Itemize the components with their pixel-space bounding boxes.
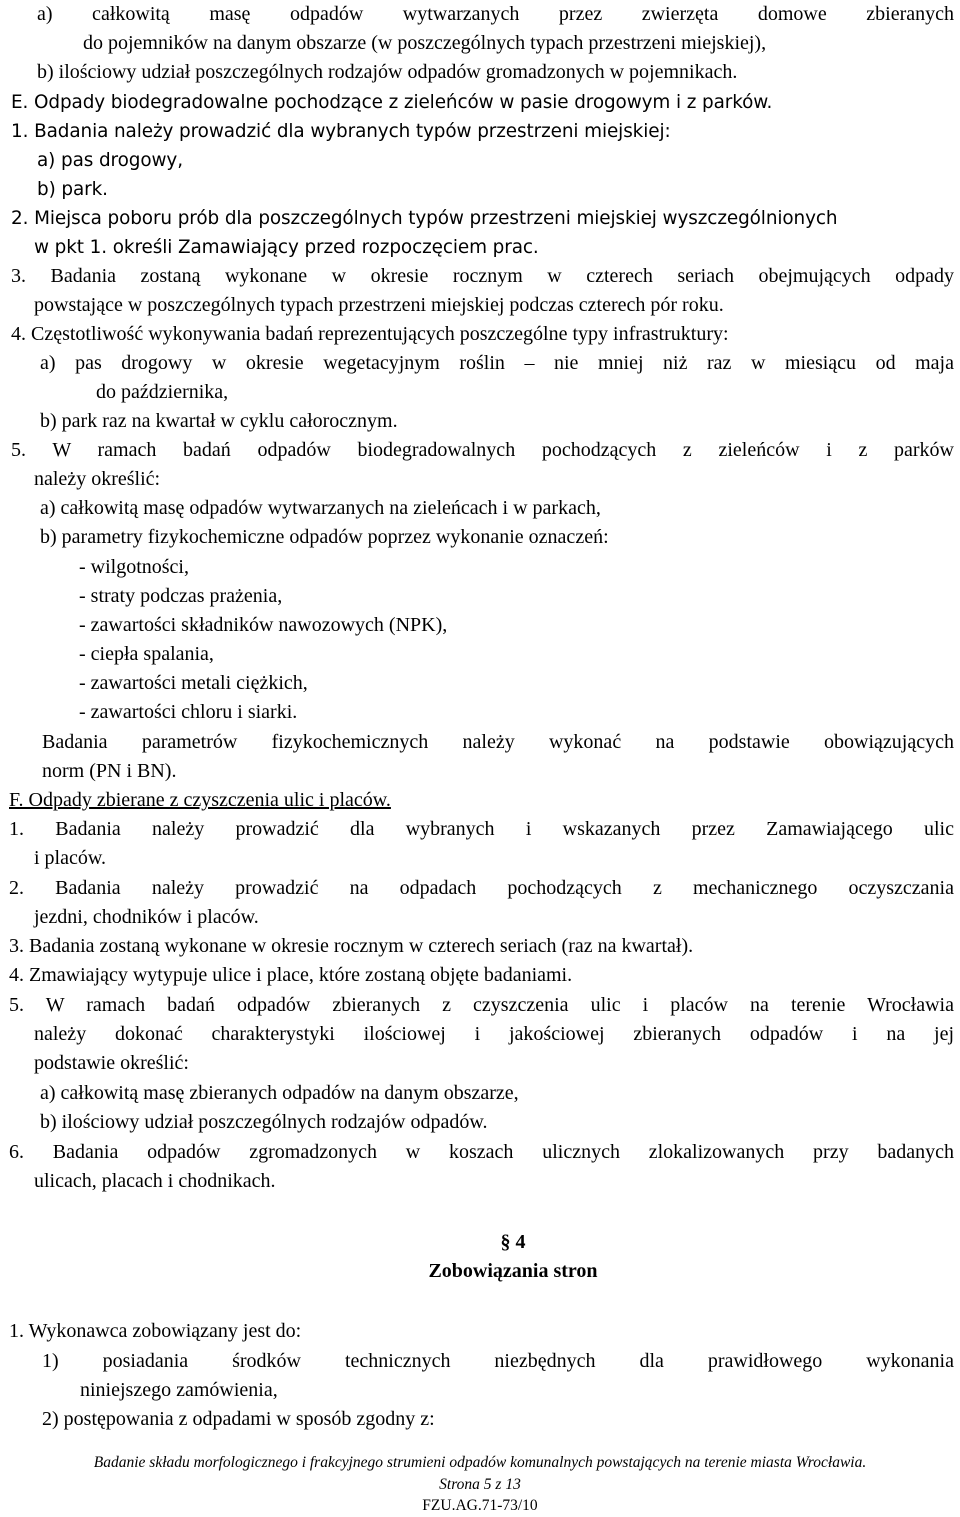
list-item: - wilgotności, xyxy=(79,556,189,578)
list-item: - ciepła spalania, xyxy=(79,643,214,665)
text-line: 1) posiadania środków technicznych niezbędnych dla prawidłowego wykonania xyxy=(42,1350,954,1372)
text-line: 1. Wykonawca zobowiązany jest do: xyxy=(9,1320,302,1342)
text-line: do pojemników na danym obszarze (w poszczególnych typach przestrzeni miejskiej), xyxy=(83,32,767,54)
text-line: Badania parametrów fizykochemicznych należy wykonać na podstawie obowiązujących xyxy=(42,731,954,753)
text-line: 2. Badania należy prowadzić na odpadach pochodzących z mechanicznego oczyszczania xyxy=(9,877,954,899)
text-line: 2. Miejsca poboru prób dla poszczególnych typów przestrzeni miejskiej wyszczególnionych xyxy=(11,208,838,229)
text-line: powstające w poszczególnych typach przestrzeni miejskiej podczas czterech pór roku. xyxy=(34,294,724,316)
text-line: b) park raz na kwartał w cyklu całorocznym. xyxy=(40,410,398,432)
text-line: 1. Badania należy prowadzić dla wybranych typów przestrzeni miejskiej: xyxy=(11,121,671,142)
text-line: norm (PN i BN). xyxy=(42,760,177,782)
list-item: - straty podczas prażenia, xyxy=(79,585,283,607)
text-line: 2) postępowania z odpadami w sposób zgodny z: xyxy=(42,1408,435,1430)
text-line: a) całkowitą masę odpadów wytwarzanych na zieleńcach i w parkach, xyxy=(40,497,601,519)
text-line: 4. Zmawiający wytypuje ulice i place, które zostaną objęte badaniami. xyxy=(9,964,573,986)
text-line: a) pas drogowy w okresie wegetacyjnym roślin – nie mniej niż raz w miesiącu od maja xyxy=(40,352,954,374)
footer-title: Badanie składu morfologicznego i frakcyjnego strumieni odpadów komunalnych powstających na terenie miasta Wrocławia. xyxy=(93,1454,867,1471)
footer-page-number: Strona 5 z 13 xyxy=(439,1476,521,1493)
text-line: 3. Badania zostaną wykonane w okresie rocznym w czterech seriach (raz na kwartał). xyxy=(9,935,694,957)
text-line: w pkt 1. określi Zamawiający przed rozpoczęciem prac. xyxy=(34,237,539,258)
text-line: 5. W ramach badań odpadów zbieranych z czyszczenia ulic i placów na terenie Wrocławia xyxy=(9,994,954,1016)
section-title: Zobowiązania stron xyxy=(428,1260,598,1282)
text-line: i placów. xyxy=(34,847,107,869)
text-line: do października, xyxy=(96,381,229,403)
text-line: jezdni, chodników i placów. xyxy=(34,906,259,928)
text-line: niniejszego zamówienia, xyxy=(80,1379,278,1401)
text-line: 3. Badania zostaną wykonane w okresie rocznym w czterech seriach obejmujących odpady xyxy=(11,265,954,287)
text-line: 1. Badania należy prowadzić dla wybranych i wskazanych przez Zamawiającego ulic xyxy=(9,818,954,840)
text-line: b) ilościowy udział poszczególnych rodzajów odpadów gromadzonych w pojemnikach. xyxy=(37,61,738,83)
text-line: b) park. xyxy=(37,179,108,200)
list-item: - zawartości składników nawozowych (NPK), xyxy=(79,614,448,636)
text-line: a) pas drogowy, xyxy=(37,150,183,171)
section-heading: F. Odpady zbierane z czyszczenia ulic i placów. xyxy=(9,789,391,811)
text-line: b) ilościowy udział poszczególnych rodzajów odpadów. xyxy=(40,1111,488,1133)
text-line: należy dokonać charakterystyki ilościowej i jakościowej zbieranych odpadów i na jej xyxy=(34,1023,954,1045)
text-line: ulicach, placach i chodnikach. xyxy=(34,1170,276,1192)
text-line: należy określić: xyxy=(34,468,161,490)
text-line: 4. Częstotliwość wykonywania badań reprezentujących poszczególne typy infrastruktury: xyxy=(11,323,729,345)
section-heading: E. Odpady biodegradowalne pochodzące z zieleńców w pasie drogowym i z parków. xyxy=(11,92,773,113)
text-line: 6. Badania odpadów zgromadzonych w koszach ulicznych zlokalizowanych przy badanych xyxy=(9,1141,954,1163)
list-item: - zawartości chloru i siarki. xyxy=(79,701,298,723)
text-line: b) parametry fizykochemiczne odpadów poprzez wykonanie oznaczeń: xyxy=(40,526,609,548)
section-number: § 4 xyxy=(500,1231,526,1253)
text-line: a) całkowitą masę odpadów wytwarzanych przez zwierzęta domowe zbieranych xyxy=(37,3,954,25)
list-item: - zawartości metali ciężkich, xyxy=(79,672,308,694)
text-line: a) całkowitą masę zbieranych odpadów na danym obszarze, xyxy=(40,1082,519,1104)
footer-reference: FZU.AG.71-73/10 xyxy=(422,1497,538,1514)
text-line: 5. W ramach badań odpadów biodegradowalnych pochodzących z zieleńców i z parków xyxy=(11,439,954,461)
text-line: podstawie określić: xyxy=(34,1052,189,1074)
